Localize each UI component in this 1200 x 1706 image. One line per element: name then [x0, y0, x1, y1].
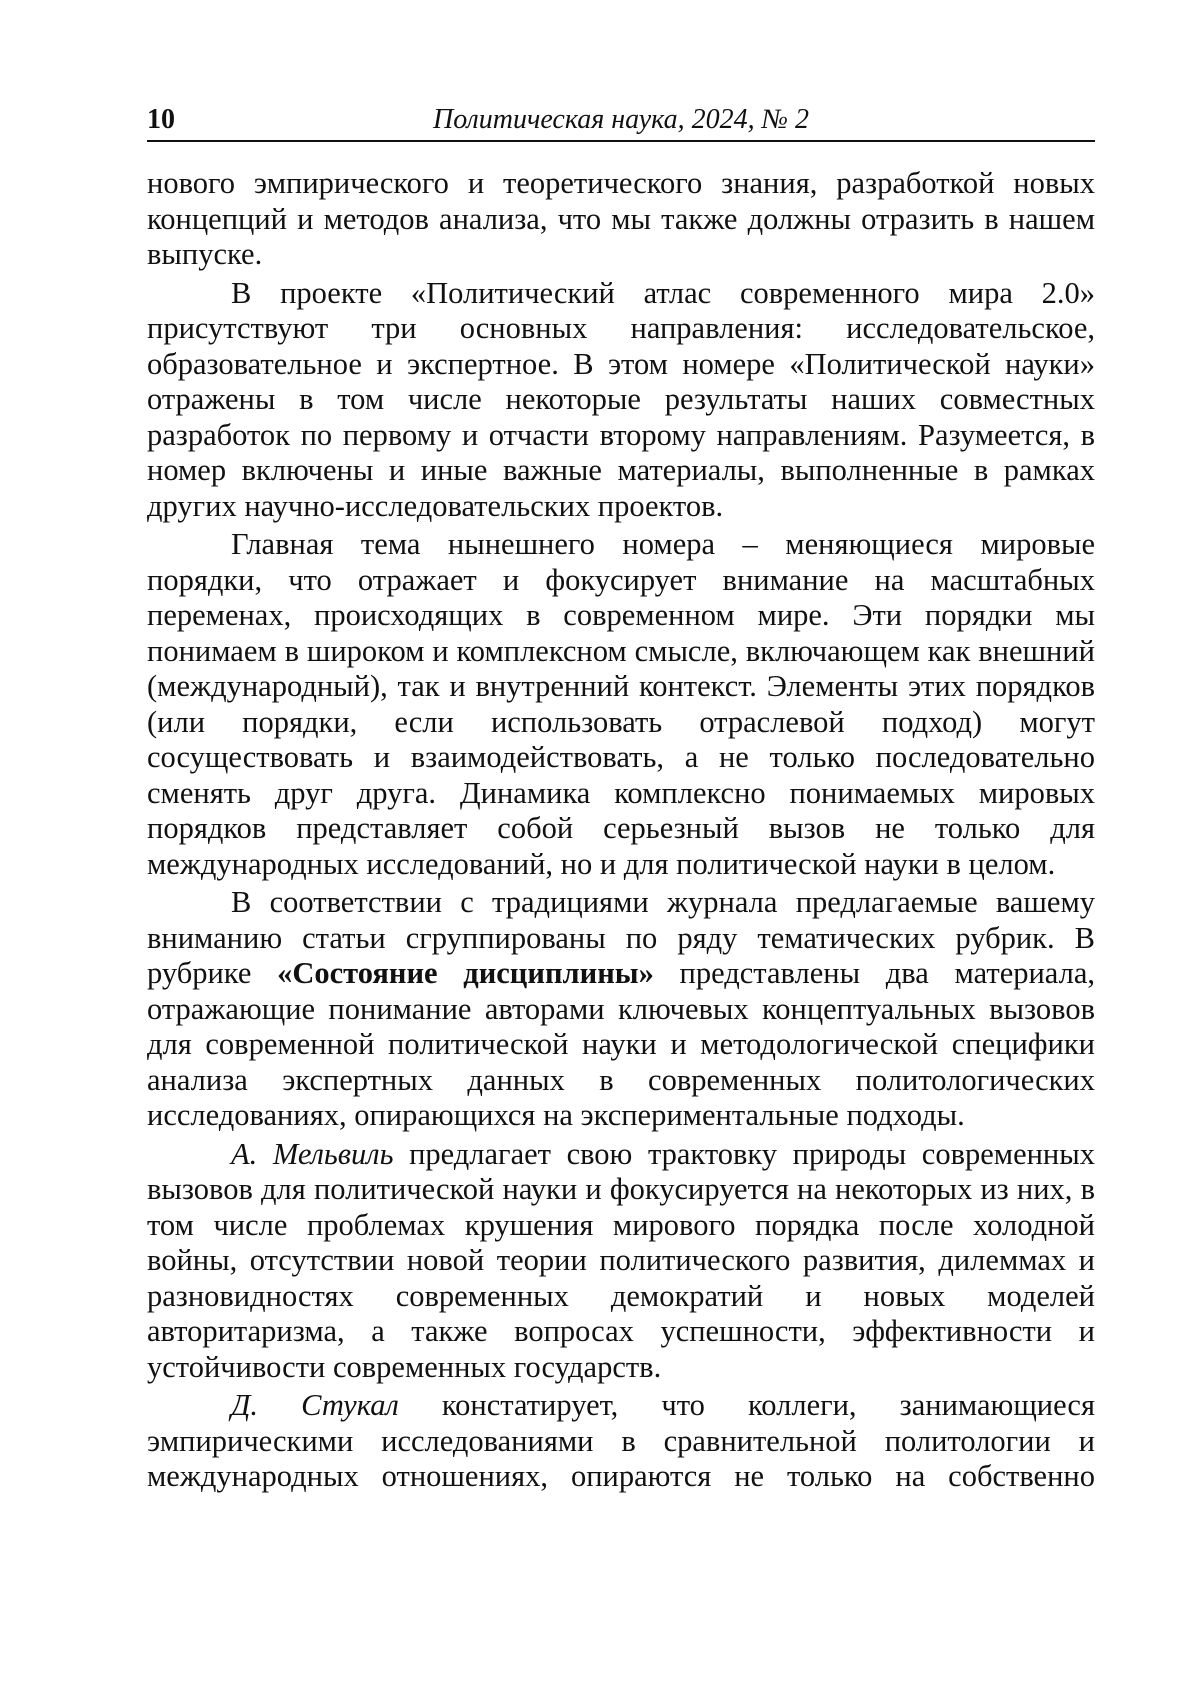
article-body — [147, 166, 1095, 1495]
paragraph-main-theme: Главная тема нынешнего номера – меняющиеся мировые порядки, что отражает и фокусирует внимание на масштабных переменах, происходящих в современном мире. Эти порядки мы понимаем в широком и комплексном смысле, включающем как внешний (международный), так и внутренний контекст. Элементы этих порядков (или порядки, если использовать отраслевой подход) могут сосуществовать и взаимодействовать, а не только последовательно сменять друг друга. Динамика комплексно понимаемых мировых порядков представляет собой серьезный вызов не только для международных исследований, но и для политической науки в целом. — [147, 527, 1095, 882]
journal-title: Политическая наука, 2024, № 2 — [147, 104, 1095, 136]
author-name-stukal: Д. Стукал — [231, 1388, 399, 1422]
paragraph-rubrics — [147, 885, 1095, 1134]
paragraph-stukal-text: констатирует, что коллеги, занимающиеся эмпирическими исследованиями в сравнительной политологии и международных отношениях, опираются не только на собственно — [147, 1388, 1095, 1493]
paragraph-melville-text: предлагает свою трактовку природы современных вызовов для политической науки и фокусируется на некоторых из них, в том числе проблемах крушения мирового порядка после холодной войны, отсутствии новой теории политического развития, дилеммах и разновидностях современных демократий и новых моделей авторитаризма, а также вопросах успешности, эффективности и устойчивости современных государств. — [147, 1137, 1095, 1384]
paragraph-rubrics-text-before: В соответствии с традициями журнала предлагаемые вашему вниманию статьи сгруппированы по ряду тематических рубрик. В рубрике — [147, 885, 1095, 990]
rubric-title: «Состояние дисциплины» — [277, 956, 654, 990]
paragraph-melville — [147, 1137, 1095, 1386]
paragraph-continuation: нового эмпирического и теоретического знания, разработкой новых концепций и методов анализа, что мы также должны отразить в нашем выпуске. — [147, 166, 1095, 273]
author-name-melville: А. Мельвиль — [231, 1137, 393, 1171]
paragraph-stukal — [147, 1388, 1095, 1495]
paragraph-rubrics-text-after: представлены два материала, отражающие понимание авторами ключевых концептуальных вызовов для современной политической науки и методологической специфики анализа экспертных данных в современных политологических исследованиях, опирающихся на экспериментальные подходы. — [147, 956, 1095, 1132]
running-header — [147, 100, 1095, 142]
page-number: 10 — [147, 104, 175, 136]
paragraph-project-directions: В проекте «Политический атлас современного мира 2.0» присутствуют три основных направления: исследовательское, образовательное и экспертное. В этом номере «Политической науки» отражены в том числе некоторые результаты наших совместных разработок по первому и отчасти второму направлениям. Разумеется, в номер включены и иные важные материалы, выполненные в рамках других научно-исследовательских проектов. — [147, 276, 1095, 525]
document-page — [147, 100, 1095, 1498]
